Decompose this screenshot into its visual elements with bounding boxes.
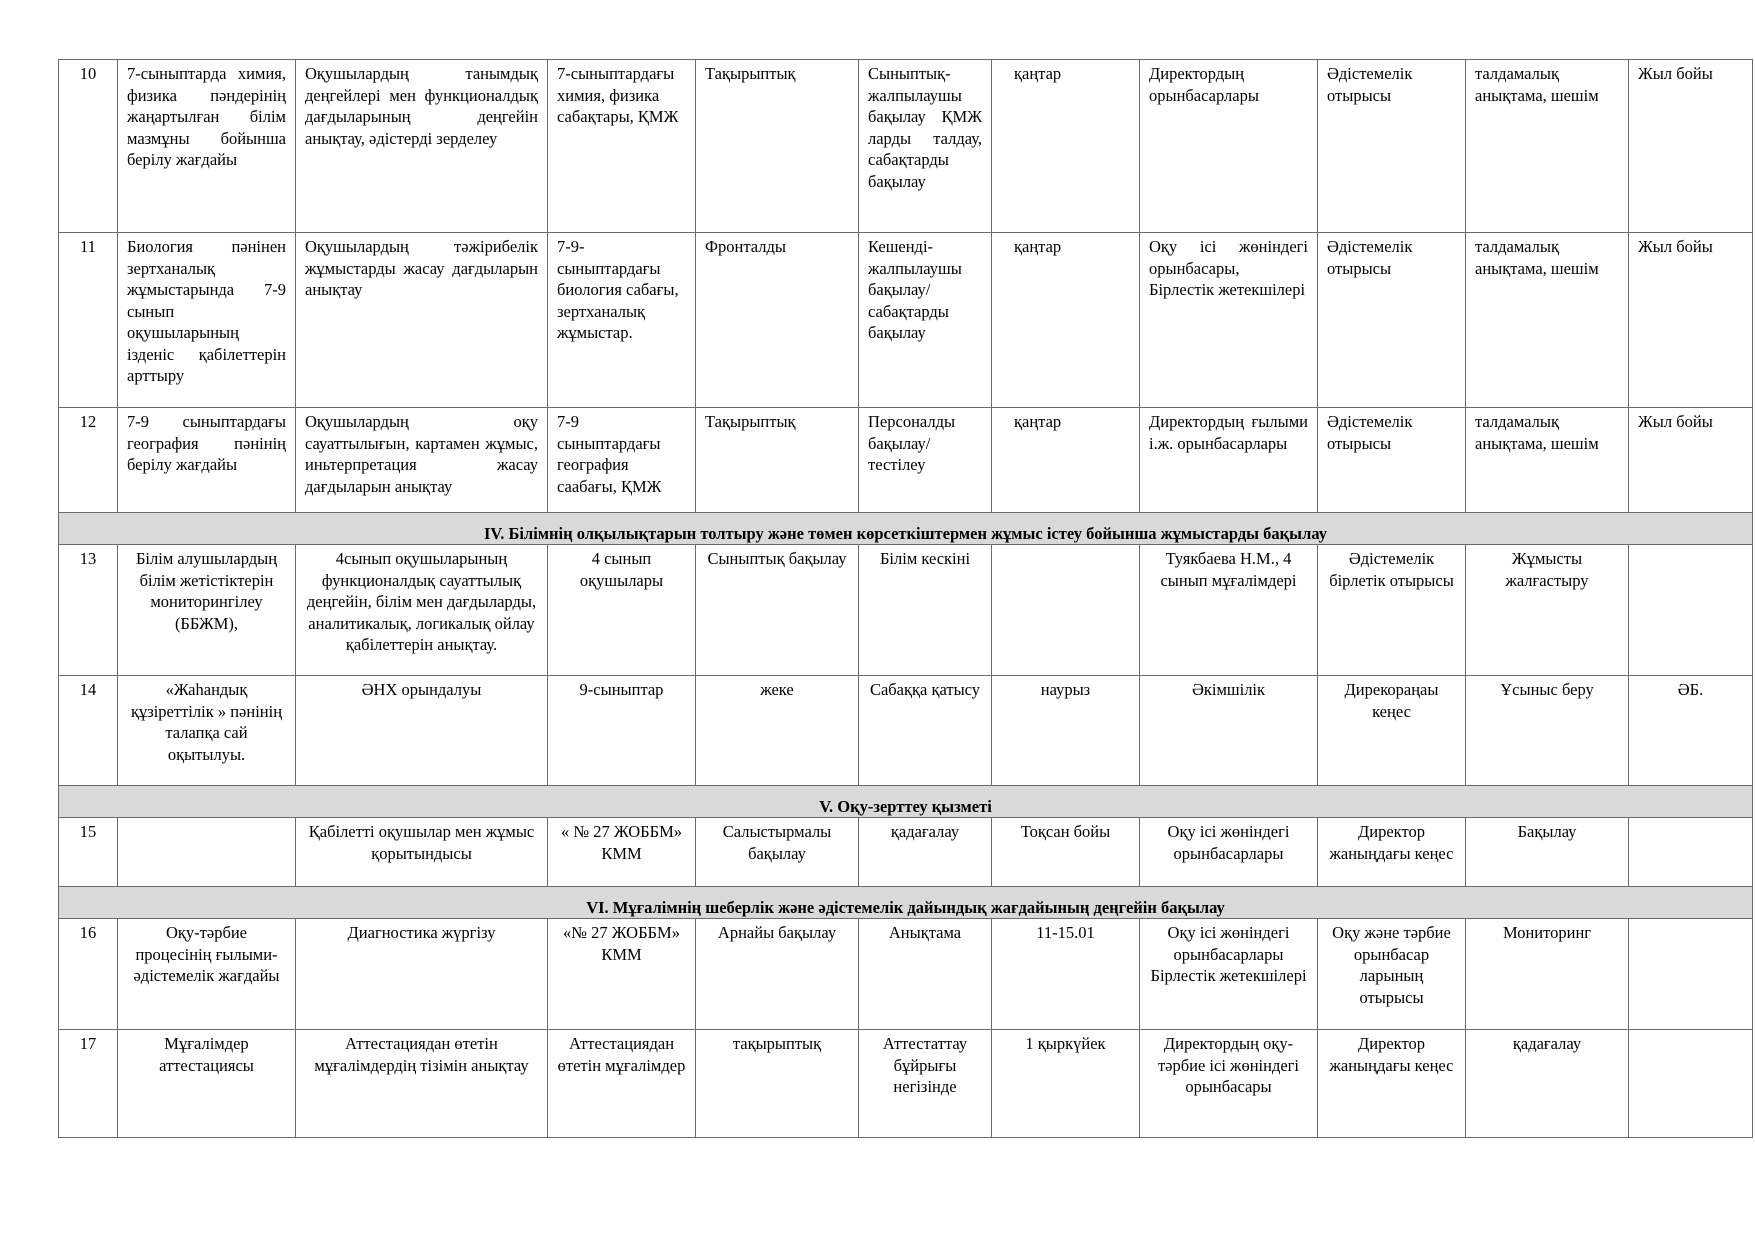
row-number: 14 [59,676,118,786]
table-row [59,60,1753,233]
control-type: Салыстырмалы бақылау [696,818,859,887]
control-subject: Биология пәнінен зертханалық жұмыстарында 7-9 сынып оқушыларының ізденіс қабілеттерін арттыру [118,233,296,408]
control-date: 1 қыркүйек [992,1030,1140,1138]
responsible: Туякбаева Н.М., 4 сынып мұғалімдері [1140,545,1318,676]
control-subject: 7-сыныптарда химия, физика пәндерінің жаңартылған білім мазмұны бойынша берілу жағдайы [118,60,296,233]
control-period: Жыл бойы [1629,233,1753,408]
control-goal: Аттестациядан өтетін мұғалімдердің тізімін анықтау [296,1030,548,1138]
review-place: Директор жаныңдағы кеңес [1318,1030,1466,1138]
control-method: қадағалау [859,818,992,887]
control-type: тақырыптық [696,1030,859,1138]
control-period: ӘБ. [1629,676,1753,786]
control-subject: «Жаһандық құзіреттілік » пәнінің талапқа сай оқытылуы. [118,676,296,786]
section-title: IV. Білімнің олқылықтарын толтыру және төмен көрсеткіштермен жұмыс істеу бойынша жұмыстарды бақылау [59,513,1753,545]
control-method: Білім кескіні [859,545,992,676]
control-date [992,545,1140,676]
control-subject: Білім алушылардың білім жетістіктерін мониторингілеу (ББЖМ), [118,545,296,676]
control-date: Тоқсан бойы [992,818,1140,887]
control-method: Кешенді-жалпылаушы бақылау/ сабақтарды бақылау [859,233,992,408]
control-period [1629,1030,1753,1138]
control-method: Анықтама [859,919,992,1030]
control-object: 7-сыныптардағы химия, физика сабақтары, ҚМЖ [548,60,696,233]
control-result: Бақылау [1466,818,1629,887]
control-goal: Қабілетті оқушылар мен жұмыс қорытындысы [296,818,548,887]
control-goal: Оқушылардың тәжірибелік жұмыстарды жасау дағдыларын анықтау [296,233,548,408]
control-result: талдамалық анықтама, шешім [1466,60,1629,233]
review-place: Әдістемелік бірлетік отырысы [1318,545,1466,676]
control-subject: Мұғалімдер аттестациясы [118,1030,296,1138]
row-number: 13 [59,545,118,676]
control-subject: 7-9 сыныптардағы география пәнінің берілу жағдайы [118,408,296,513]
control-period [1629,818,1753,887]
control-type: Арнайы бақылау [696,919,859,1030]
row-number: 15 [59,818,118,887]
table-row [59,818,1753,887]
control-goal: Диагностика жүргізу [296,919,548,1030]
control-method: Сабаққа қатысу [859,676,992,786]
control-object: 9-сыныптар [548,676,696,786]
control-object: 4 сынып оқушылары [548,545,696,676]
table-row [59,676,1753,786]
control-result: талдамалық анықтама, шешім [1466,408,1629,513]
review-place: Әдістемелік отырысы [1318,233,1466,408]
review-place: Әдістемелік отырысы [1318,408,1466,513]
control-object: Аттестациядан өтетін мұғалімдер [548,1030,696,1138]
responsible: Оқу ісі жөніндегі орынбасары, Бірлестік жетекшілері [1140,233,1318,408]
row-number: 11 [59,233,118,408]
row-number: 10 [59,60,118,233]
control-object: « № 27 ЖОББМ» КММ [548,818,696,887]
control-period [1629,919,1753,1030]
control-object: «№ 27 ЖОББМ» КММ [548,919,696,1030]
responsible: Директордың орынбасарлары [1140,60,1318,233]
control-result: талдамалық анықтама, шешім [1466,233,1629,408]
control-object: 7-9 сыныптардағы география саабағы, ҚМЖ [548,408,696,513]
section-header-row [59,513,1753,545]
table-row [59,1030,1753,1138]
control-goal: Оқушылардың оқу сауаттылығын, картамен жұмыс, иньтерпретация жасау дағдыларын анықтау [296,408,548,513]
control-date: 11-15.01 [992,919,1140,1030]
control-result: қадағалау [1466,1030,1629,1138]
responsible: Оқу ісі жөніндегі орынбасарлары [1140,818,1318,887]
table-row [59,233,1753,408]
row-number: 17 [59,1030,118,1138]
responsible: Әкімшілік [1140,676,1318,786]
control-type: Тақырыптық [696,408,859,513]
control-method: Персоналды бақылау/ тестілеу [859,408,992,513]
table-row [59,919,1753,1030]
responsible: Директордың оқу-тәрбие ісі жөніндегі орынбасары [1140,1030,1318,1138]
control-goal: 4сынып оқушыларының функционалдық сауаттылық деңгейін, білім мен дағдыларды, аналитикалық, логикалық ойлау қабілеттерін анықтау. [296,545,548,676]
control-type: Фронталды [696,233,859,408]
section-title: VI. Мұғалімнің шеберлік және әдістемелік дайындық жағдайының деңгейін бақылау [59,887,1753,919]
section-title: V. Оқу-зерттеу қызметі [59,786,1753,818]
responsible: Оқу ісі жөніндегі орынбасарлары Бірлестік жетекшілері [1140,919,1318,1030]
table-row [59,408,1753,513]
control-type: Сыныптық бақылау [696,545,859,676]
control-period: Жыл бойы [1629,60,1753,233]
control-result: Жұмысты жалғастыру [1466,545,1629,676]
review-place: Дирекораңаы кеңес [1318,676,1466,786]
control-object: 7-9-сыныптардағы биология сабағы, зертханалық жұмыстар. [548,233,696,408]
row-number: 16 [59,919,118,1030]
control-result: Ұсыныс беру [1466,676,1629,786]
control-subject: Оқу-тәрбие процесінің ғылыми-әдістемелік жағдайы [118,919,296,1030]
control-goal: Оқушылардың танымдық деңгейлері мен функционалдық дағдыларының деңгейін анықтау, әдістерді зерделеу [296,60,548,233]
row-number: 12 [59,408,118,513]
control-result: Мониторинг [1466,919,1629,1030]
control-date: наурыз [992,676,1140,786]
control-type: жеке [696,676,859,786]
section-header-row [59,786,1753,818]
control-date: қаңтар [992,408,1140,513]
control-method: Сыныптық-жалпылаушы бақылау ҚМЖ ларды талдау, сабақтарды бақылау [859,60,992,233]
control-method: Аттестаттау бұйрығы негізінде [859,1030,992,1138]
control-period: Жыл бойы [1629,408,1753,513]
control-date: қаңтар [992,60,1140,233]
review-place: Директор жаныңдағы кеңес [1318,818,1466,887]
review-place: Оқу және тәрбие орынбасар ларының отырысы [1318,919,1466,1030]
control-plan-table [58,59,1753,1138]
control-type: Тақырыптық [696,60,859,233]
responsible: Директордың ғылыми і.ж. орынбасарлары [1140,408,1318,513]
table-row [59,545,1753,676]
control-period [1629,545,1753,676]
control-goal: ӘНХ орындалуы [296,676,548,786]
control-subject [118,818,296,887]
review-place: Әдістемелік отырысы [1318,60,1466,233]
control-date: қаңтар [992,233,1140,408]
section-header-row [59,887,1753,919]
